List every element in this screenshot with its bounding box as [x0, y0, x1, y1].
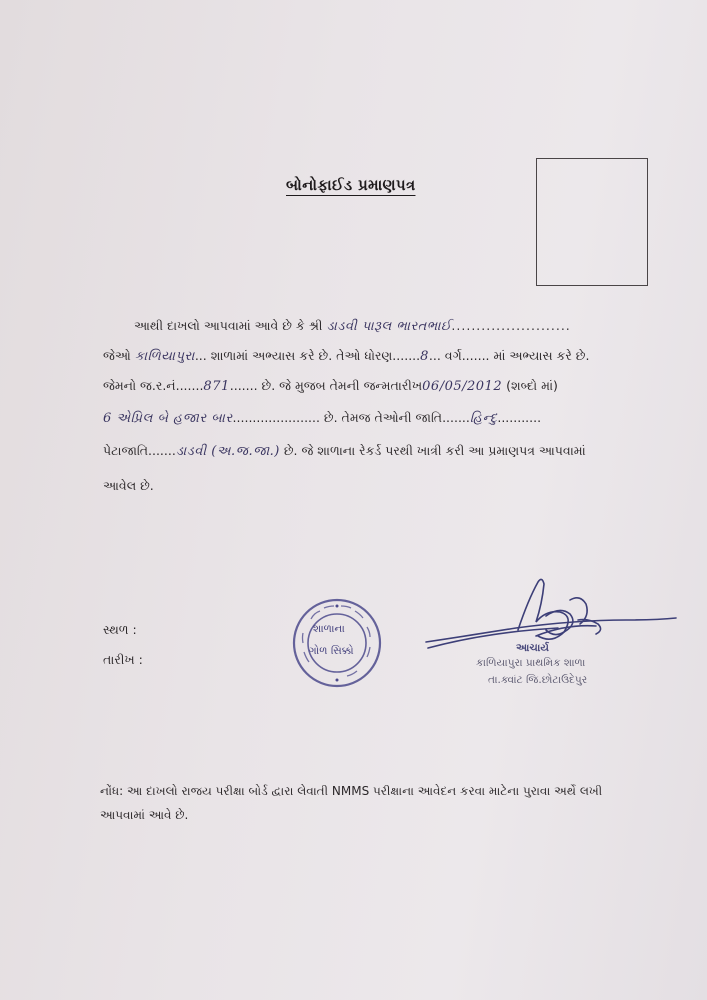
standard-value: 8 — [420, 349, 429, 364]
note-line-2: આપવામાં આવે છે. — [100, 808, 189, 822]
line-dob-words-religion: 6 એપ્રિલ બે હજાર બાર...................... છે. તેમજ તેઓની જાતિ.......હિન્દુ........... — [103, 410, 542, 426]
place-label: સ્થળ : — [103, 622, 137, 637]
dob-in-words: 6 એપ્રિલ બે હજાર બાર — [103, 411, 233, 426]
signature-taluka: તા.ક્વાંટ જિ.છોટાઉદેપુર — [488, 674, 588, 686]
principal-signature — [418, 570, 680, 690]
photo-box — [536, 158, 648, 286]
seal-bottom-text: ગોળ સિક્કો — [309, 645, 354, 657]
round-seal-icon — [291, 597, 383, 689]
signature-icon — [418, 570, 680, 690]
note-line-1: નોંધ: આ દાખલો રાજય પરીક્ષા બોર્ડ દ્વારા લેવાતી NMMS પરીક્ષાના આવેદન કરવા માટેના પુરાવા અર્થે લખી — [100, 784, 603, 798]
religion-value: હિન્દુ — [469, 411, 498, 426]
gr-number: 871 — [203, 379, 230, 394]
school-seal — [291, 597, 383, 689]
signature-role: આચાર્ય — [516, 642, 549, 654]
student-name: ડાડવી પારૂલ ભારતભાઈ — [326, 319, 452, 334]
line-closing: આવેલ છે. — [103, 478, 154, 493]
seal-top-text: શાળાના — [313, 623, 345, 635]
date-label: તારીખ : — [103, 652, 143, 667]
line-student-name: આથી દાખલો આપવામાં આવે છે કે શ્રી ડાડવી પારૂલ ભારતભાઈ........................ — [134, 318, 571, 334]
line-subcaste: પેટાજાતિ.......ડાડવી (અ.જ.જા.) છે. જે શાળાના રેકર્ડ પરથી ખાત્રી કરી આ પ્રમાણપત્ર આપવામાં — [103, 443, 586, 459]
school-place: કાળિયાપુરા — [134, 349, 195, 364]
subcaste-value: ડાડવી (અ.જ.જા.) — [175, 444, 280, 459]
dob-value: 06/05/2012 — [422, 379, 503, 394]
certificate-title: બોનોફાઈડ પ્રમાણપત્ર — [286, 176, 416, 194]
line-school-standard: જેઓ કાળિયાપુરા... શાળામાં અભ્યાસ કરે છે. તેઓ ધોરણ.......8... વર્ગ....... માં અભ્યાસ કરે છે. — [103, 348, 590, 364]
signature-school: કાળિયાપુરા પ્રાથમિક શાળા — [476, 657, 586, 669]
line-gr-dob: જેમનો જ.ર.નં.......871....... છે. જે મુજબ તેમની જન્મતારીખ06/05/2012 (શબ્દો માં) — [103, 378, 558, 394]
